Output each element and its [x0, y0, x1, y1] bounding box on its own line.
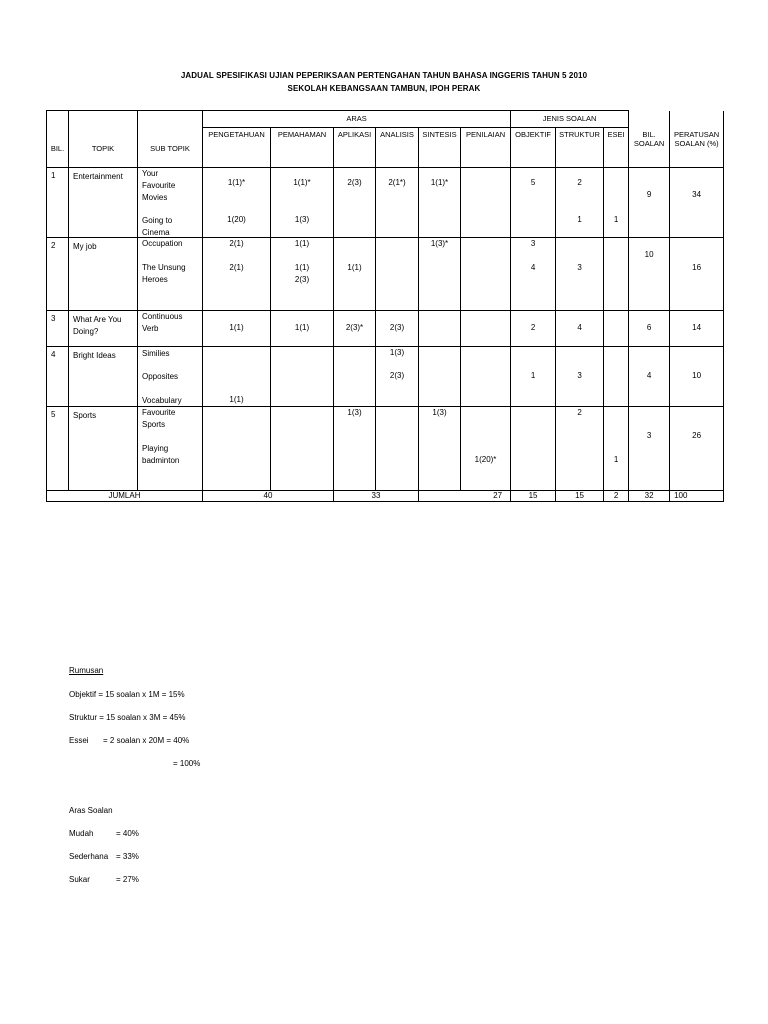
- aras-sederhana-value: = 33%: [116, 852, 139, 861]
- header-topik: TOPIK: [69, 111, 138, 168]
- header-sub-topik: SUB TOPIK: [138, 111, 203, 168]
- total-sukar: 27: [419, 491, 511, 502]
- aras-sukar-label: Sukar: [69, 875, 90, 884]
- table-row: 4 Bright Ideas Similies Opposites Vocabulary 1(1) 1(3) 2(3) 1 3 4 10: [47, 347, 724, 407]
- rumusan-heading: Rumusan: [69, 666, 104, 675]
- topic-label: Sports: [73, 411, 97, 420]
- table-row: 5 Sports Favourite Sports Playing badminton 1(3) 1(3) 1(20)* 2 1 3 26: [47, 407, 724, 491]
- aras-mudah-value: = 40%: [116, 829, 139, 838]
- total-bil-soalan: 32: [629, 491, 670, 502]
- rumusan-essei: = 2 soalan x 20M = 40%: [103, 736, 190, 745]
- rumusan-essei-label: Essei: [69, 736, 89, 745]
- rumusan-objektif: Objektif = 15 soalan x 1M = 15%: [69, 690, 185, 699]
- topic-label: Bright Ideas: [73, 351, 116, 360]
- sub-topic-cell: Your Favourite Movies Going to Cinema: [138, 168, 203, 238]
- sub-topic-cell: Favourite Sports Playing badminton: [138, 407, 203, 491]
- header-pemahaman: PEMAHAMAN: [271, 128, 334, 168]
- table-row: 1 Entertainment Your Favourite Movies Going to Cinema 1(1)* 1(20) 1(1)* 1(3) 2(3) 2(1*) 1(1)* 5 2 1 1 9 34: [47, 168, 724, 238]
- row-number: 1: [51, 171, 56, 180]
- header-penilaian: PENILAIAN: [461, 128, 511, 168]
- aras-sederhana-label: Sederhana: [69, 852, 109, 861]
- total-row: [47, 491, 724, 502]
- total-mudah: 40: [203, 491, 334, 502]
- aras-mudah-label: Mudah: [69, 829, 94, 838]
- total-struktur: 15: [556, 491, 604, 502]
- total-sederhana: 33: [334, 491, 419, 502]
- total-esei: 2: [604, 491, 629, 502]
- school-name: SEKOLAH KEBANGSAAN TAMBUN, IPOH PERAK: [287, 84, 481, 93]
- row-number: 5: [51, 410, 56, 419]
- document-title: JADUAL SPESIFIKASI UJIAN PEPERIKSAAN PERTENGAHAN TAHUN BAHASA INGGERIS TAHUN 5 2010: [180, 71, 588, 80]
- rumusan-struktur: Struktur = 15 soalan x 3M = 45%: [69, 713, 186, 722]
- header-sintesis: SINTESIS: [419, 128, 461, 168]
- header-bil-soalan: BIL. SOALAN: [629, 128, 670, 168]
- header-pengetahuan: PENGETAHUAN: [203, 128, 271, 168]
- header-esei: ESEI: [604, 128, 629, 168]
- topic-label: What Are You Doing?: [73, 315, 122, 336]
- row-number: 2: [51, 241, 56, 250]
- aras-soalan-heading: Aras Soalan: [69, 806, 113, 815]
- total-label: JUMLAH: [47, 491, 203, 502]
- header-peratusan-soalan: PERATUSAN SOALAN (%): [670, 128, 724, 168]
- specification-table: [46, 110, 724, 502]
- total-objektif: 15: [511, 491, 556, 502]
- table-row: 2 My job Occupation The Unsung Heroes 2(1) 2(1) 1(1) 1(1) 2(3) 1(1) 1(3)* 3 4 3 10 16: [47, 238, 724, 311]
- header-bil: BIL.: [47, 111, 69, 168]
- sub-topic-cell: Similies Opposites Vocabulary: [138, 347, 203, 407]
- header-jenis-soalan: JENIS SOALAN: [511, 111, 629, 128]
- sub-topic-cell: Continuous Verb: [138, 311, 203, 347]
- table-row: 3 What Are You Doing? Continuous Verb 1(1) 1(1) 2(3)* 2(3) 2 4 6 14: [47, 311, 724, 347]
- topic-label: Entertainment: [73, 172, 123, 181]
- row-number: 4: [51, 350, 56, 359]
- row-number: 3: [51, 314, 56, 323]
- topic-label: My job: [73, 242, 97, 251]
- aras-sukar-value: = 27%: [116, 875, 139, 884]
- total-peratusan: 100: [670, 491, 724, 502]
- header-aras: ARAS: [203, 111, 511, 128]
- header-objektif: OBJEKTIF: [511, 128, 556, 168]
- sub-topic-cell: Occupation The Unsung Heroes: [138, 238, 203, 311]
- rumusan-total: = 100%: [173, 759, 201, 768]
- header-aplikasi: APLIKASI: [334, 128, 376, 168]
- header-analisis: ANALISIS: [376, 128, 419, 168]
- header-struktur: STRUKTUR: [556, 128, 604, 168]
